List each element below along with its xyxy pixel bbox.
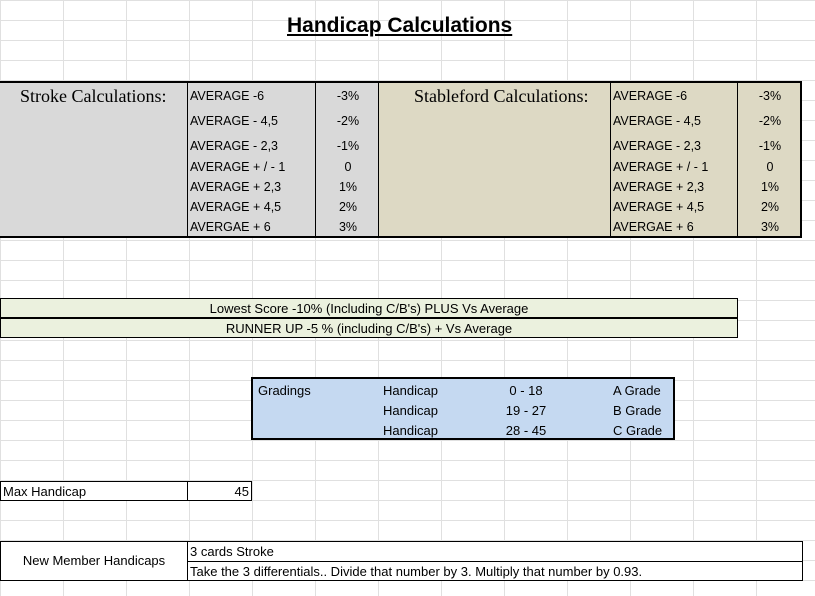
stableford-row-label: AVERAGE + 4,5 <box>613 200 705 214</box>
column-divider <box>610 83 611 236</box>
new-member-line1: 3 cards Stroke <box>190 544 274 559</box>
stroke-row-value: -1% <box>336 139 360 153</box>
stroke-row-label: AVERAGE + 2,3 <box>190 180 282 194</box>
stableford-row-label: AVERAGE -6 <box>613 89 688 103</box>
grading-handicap-label: Handicap <box>383 403 438 418</box>
gradings-table <box>251 377 675 440</box>
new-member-label: New Member Handicaps <box>22 553 166 568</box>
grading-grade: B Grade <box>613 403 662 418</box>
stableford-row-value: 2% <box>760 200 780 214</box>
stroke-row-label: AVERAGE + 4,5 <box>190 200 282 214</box>
stableford-row-value: -3% <box>758 89 782 103</box>
stroke-row-label: AVERAGE - 4,5 <box>190 114 278 128</box>
column-divider <box>737 83 738 236</box>
stroke-row-label: AVERAGE - 2,3 <box>190 139 278 153</box>
stroke-row-label: AVERGAE + 6 <box>190 220 271 234</box>
stroke-calculations-label: Stroke Calculations: <box>20 86 167 106</box>
stroke-row-value: 0 <box>344 160 352 174</box>
stableford-calculations-label: Stableford Calculations: <box>414 86 589 106</box>
new-member-line2: Take the 3 differentials.. Divide that number by 3. Multiply that number by 0.93. <box>190 564 643 579</box>
stroke-row-label: AVERAGE + / - 1 <box>190 160 286 174</box>
grading-grade: A Grade <box>613 383 661 398</box>
gradings-label: Gradings <box>258 383 311 398</box>
lowest-score-rule: Lowest Score -10% (Including C/B's) PLUS Vs Average <box>0 298 738 318</box>
page-title: Handicap Calculations <box>287 14 513 37</box>
runner-up-rule: RUNNER UP -5 % (including C/B's) + Vs Average <box>0 318 738 338</box>
stableford-row-value: -2% <box>758 114 782 128</box>
grading-range: 28 - 45 <box>505 423 547 438</box>
stableford-row-value: -1% <box>758 139 782 153</box>
grading-handicap-label: Handicap <box>383 423 438 438</box>
stroke-row-value: -3% <box>336 89 360 103</box>
max-handicap-label: Max Handicap <box>3 484 87 499</box>
grading-handicap-label: Handicap <box>383 383 438 398</box>
stroke-row-value: 1% <box>338 180 358 194</box>
stableford-row-label: AVERAGE + 2,3 <box>613 180 705 194</box>
stableford-row-label: AVERAGE - 2,3 <box>613 139 701 153</box>
max-handicap-value: 45 <box>234 484 249 499</box>
stableford-row-label: AVERAGE + / - 1 <box>613 160 709 174</box>
stableford-row-value: 0 <box>766 160 774 174</box>
stroke-row-value: -2% <box>336 114 360 128</box>
grading-range: 19 - 27 <box>505 403 547 418</box>
grading-grade: C Grade <box>613 423 663 438</box>
stableford-row-value: 1% <box>760 180 780 194</box>
stroke-row-label: AVERAGE -6 <box>190 89 265 103</box>
stableford-row-value: 3% <box>760 220 780 234</box>
new-member-line1-cell <box>187 541 803 562</box>
stableford-row-label: AVERGAE + 6 <box>613 220 694 234</box>
stroke-row-value: 2% <box>338 200 358 214</box>
stroke-row-value: 3% <box>338 220 358 234</box>
stableford-row-label: AVERAGE - 4,5 <box>613 114 701 128</box>
column-divider <box>187 83 188 236</box>
column-divider <box>315 83 316 236</box>
grading-range: 0 - 18 <box>509 383 543 398</box>
